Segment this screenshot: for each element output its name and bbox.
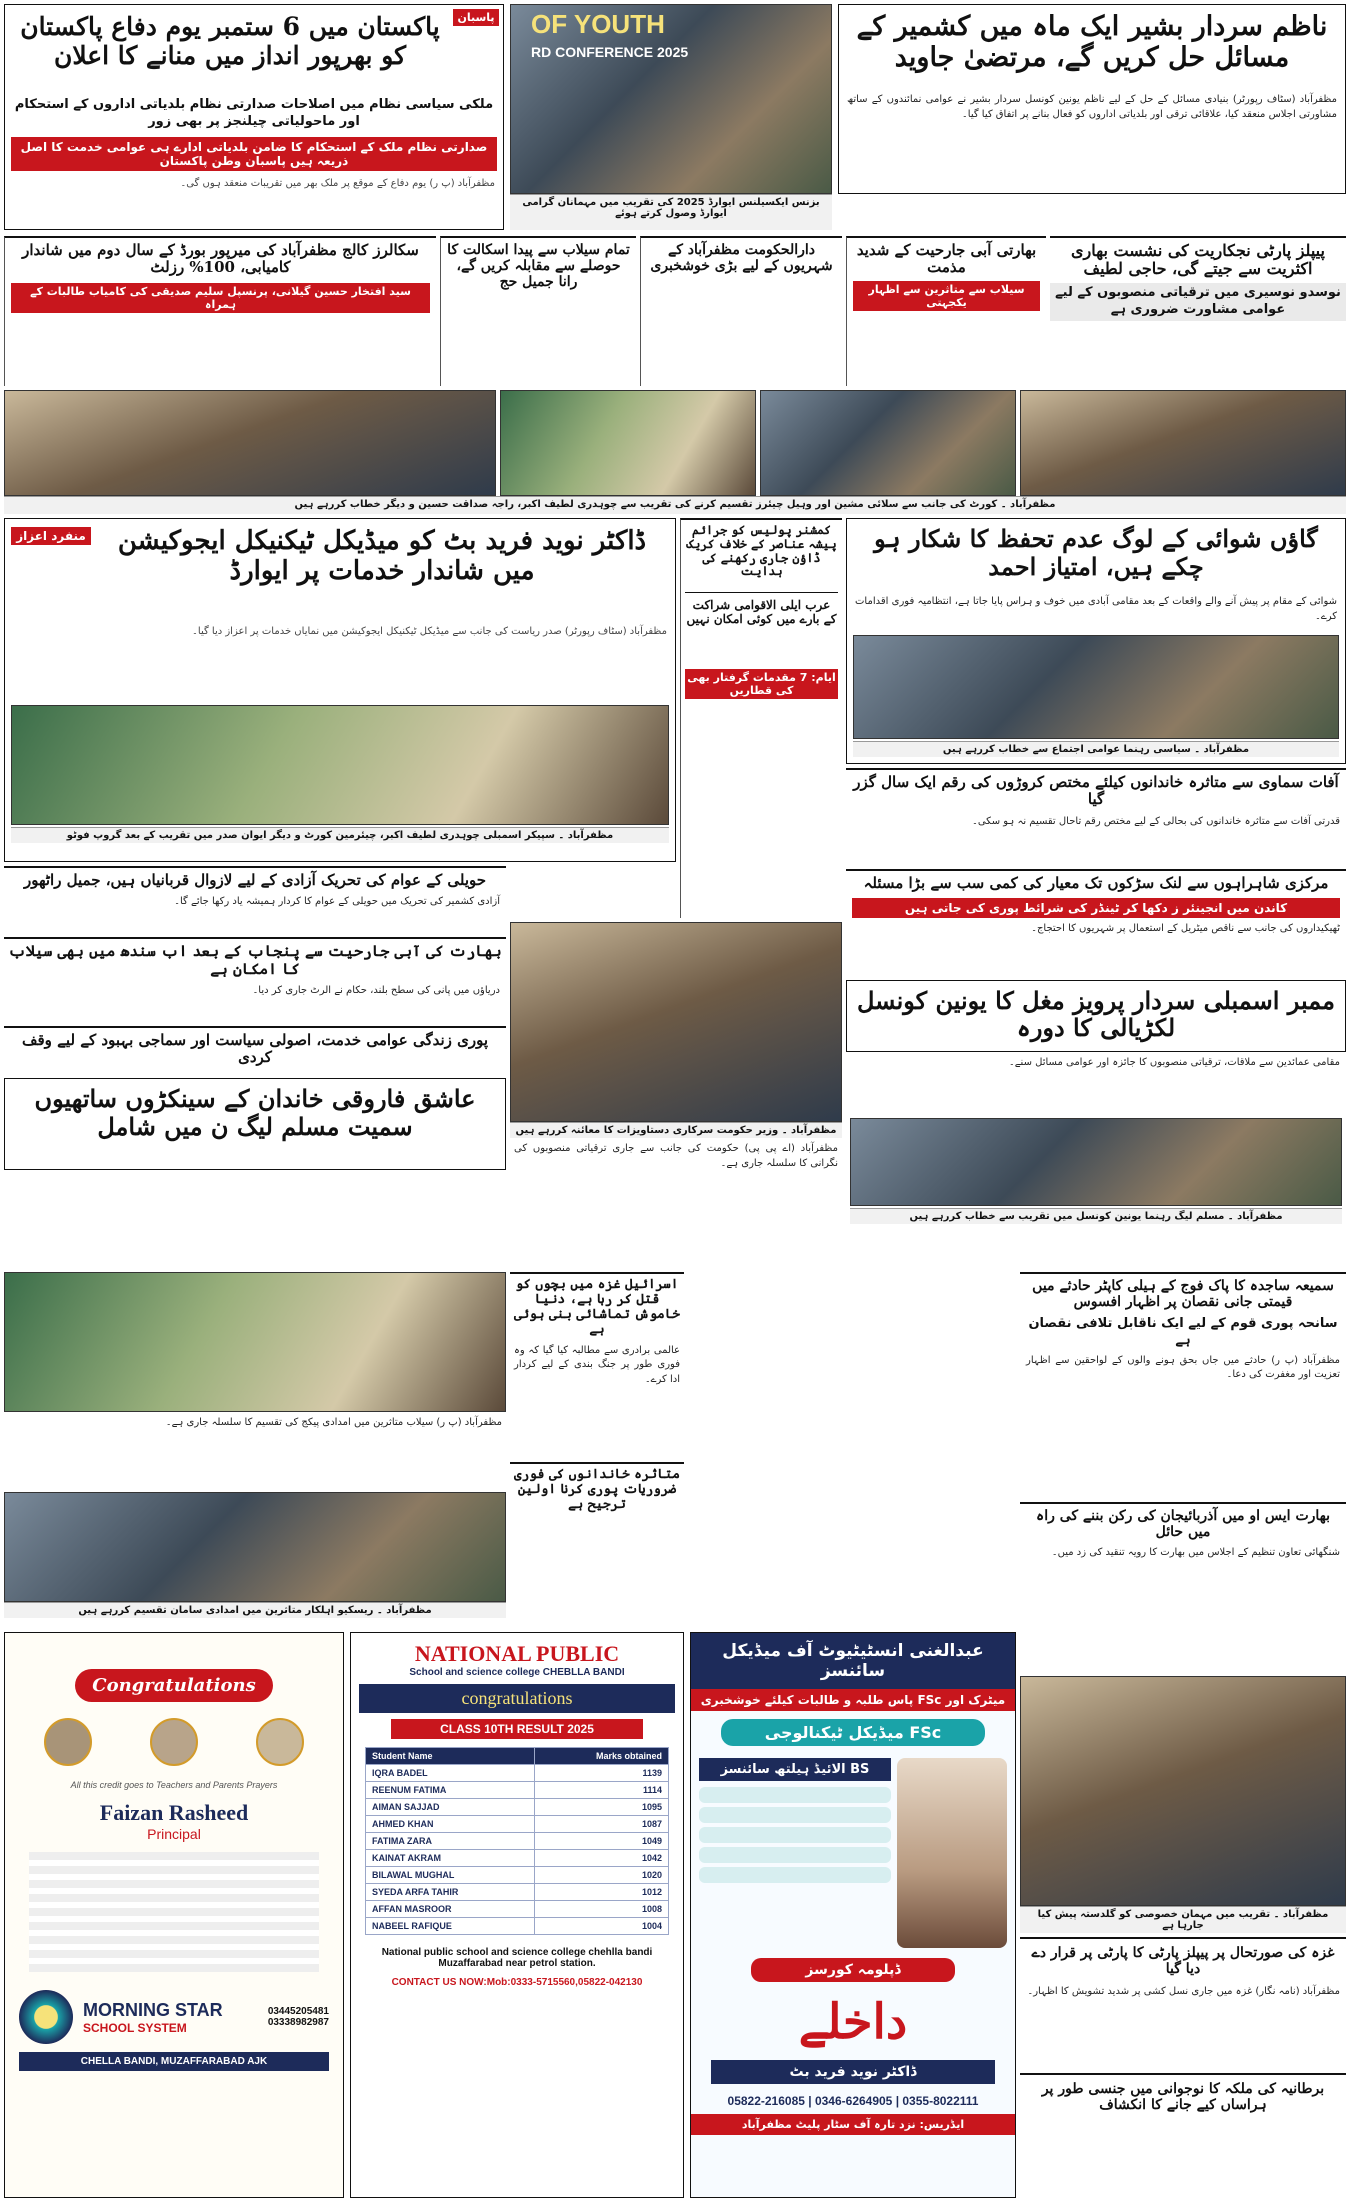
row3-right-photo xyxy=(853,635,1339,739)
ad2-student-row xyxy=(366,1765,669,1782)
ad3-phone1: 03445205481 xyxy=(267,2006,329,2017)
ad2-student-row xyxy=(366,1833,669,1850)
bottom-right-head: غزہ کی صورتحال پر پیپلز پارٹی کا پارٹی پر قرار دے دیا گیا xyxy=(1020,1937,1346,1983)
student-name: IQRA BADEL xyxy=(366,1765,535,1782)
student-marks: 1042 xyxy=(534,1850,668,1867)
ad2-student-row xyxy=(366,1901,669,1918)
top-center-photo xyxy=(510,4,832,194)
row2-photo-1 xyxy=(1020,390,1346,496)
student-marks: 1139 xyxy=(534,1765,668,1782)
ad3-note: All this credit goes to Teachers and Parents Prayers xyxy=(70,1780,278,1790)
bottom-right-head2: برطانیہ کی ملکہ کا نوجوانی میں جنسی طور پر ہراساں کیے جانے کا انکشاف xyxy=(1020,2073,1346,2119)
ad3-congrats: Congratulations xyxy=(75,1669,273,1702)
ad-phones: 05822-216085 | 0346-6264905 | 0355-8022111 xyxy=(727,2094,979,2108)
ad3-phone2: 03338982987 xyxy=(267,2017,329,2028)
medical-admission-ad xyxy=(690,1632,1016,2198)
ad2-school: NATIONAL PUBLIC xyxy=(414,1641,620,1666)
row4-left-head1: حویلی کے عوام کی تحریک آزادی کے لیے لازوال قربانیاں ہیں، جمیل راٹھور xyxy=(4,866,506,893)
row2-story-d xyxy=(440,236,636,386)
ad2-student-row xyxy=(366,1799,669,1816)
student-name: AHMED KHAN xyxy=(366,1816,535,1833)
top-right-body: مظفرآباد (سٹاف رپورٹر) بنیادی مسائل کے حل کے لیے ناظم یونین کونسل سردار بشیر نے عوامی نمائندوں کے ساتھ مشاورتی اجلاس منعقد کیا، علاقائی ترقی اور بلدیاتی اداروں کو فعال بنانے پر اتفاق کیا گیا۔ xyxy=(847,94,1337,120)
row2-e-head: سکالرز کالج مظفرآباد کی میرپور بورڈ کے سال دوم میں شاندار کامیابی، 100% رزلٹ xyxy=(22,241,419,277)
row3-mid-col xyxy=(680,518,842,918)
top-left-headline: پاکستان میں 6 ستمبر یوم دفاع پاکستان کو بھرپور انداز میں منانے کا اعلان xyxy=(20,12,440,70)
row2-photo-3 xyxy=(500,390,756,496)
ad3-address: CHELLA BANDI, MUZAFFARABAD AJK xyxy=(19,2052,329,2071)
ad2-student-row xyxy=(366,1867,669,1884)
row3-right-caption: مظفرآباد ۔ سیاسی رہنما عوامی اجتماع سے خطاب کررہے ہیں xyxy=(853,741,1339,757)
ad-address: ایڈریس: نزد تارہ آف سٹار پلیٹ مظفرآباد xyxy=(691,2114,1015,2135)
top-center-caption: بزنس ایکسیلنس ایوارڈ 2025 کی تقریب میں مہمانان گرامی ایوارڈ وصول کرتے ہوئے xyxy=(510,194,832,230)
row4-right-band: کاندن میں انجینئر ز دکھا کر ٹینڈر کی شرائط پوری کی جاتی ہیں xyxy=(852,898,1340,918)
ad-diploma: ڈپلومہ کورسز xyxy=(751,1958,955,1982)
row3-right-story xyxy=(846,518,1346,764)
row5-right-head: سمیعہ ساجدہ کا پاک فوج کے ہیلی کاپٹر حادثے میں قیمتی جانی نقصان پر اظہار افسوس xyxy=(1020,1272,1346,1314)
student-avatar xyxy=(150,1718,198,1766)
student-marks: 1087 xyxy=(534,1816,668,1833)
row2-photo-4 xyxy=(4,390,496,496)
ad-director: ڈاکٹر نوید فرید بٹ xyxy=(711,2060,995,2084)
row4-right-head2: مرکزی شاہراہوں سے لنک سڑکوں تک معیار کی کمی سب سے بڑا مسئلہ xyxy=(846,869,1346,896)
photo-banner-sub: RD CONFERENCE 2025 xyxy=(531,44,689,60)
row2-a-sub: نوسدو نوسیری میں ترقیاتی منصوبوں کے لیے عوامی مشاورت ضروری ہے xyxy=(1050,283,1346,321)
student-name: FATIMA ZARA xyxy=(366,1833,535,1850)
student-marks: 1004 xyxy=(534,1918,668,1935)
row3-right-head: گاؤں شوائی کے لوگ عدم تحفظ کا شکار ہو چکے ہیں، امتیاز احمد xyxy=(874,524,1318,581)
row4-right-photo xyxy=(850,1118,1342,1206)
row4-left-big: عاشق فاروقی خاندان کے سینکڑوں ساتھیوں سمیت مسلم لیگ ن میں شامل xyxy=(4,1078,506,1170)
ad2-result: CLASS 10TH RESULT 2025 xyxy=(391,1719,643,1739)
student-name: NABEEL RAFIQUE xyxy=(366,1918,535,1935)
row3-mid-head1: کمشنر پولیس کو جرائم پیشہ عناصر کے خلاف کریک ڈاؤن جاری رکھنے کی ہدایت xyxy=(686,523,837,579)
top-right-story xyxy=(838,4,1346,194)
ad2-header-name: Student Name xyxy=(366,1748,535,1765)
bottom-right-col: مظفرآباد ۔ تقریب میں مہمان خصوصی کو گلدستہ پیش کیا جارہا ہے غزہ کی صورتحال پر پیپلز پارٹی کا پارٹی پر قرار دے دیا گیا مظفرآباد (نامہ نگار) غزہ میں جاری نسل کشی پر شدید تشویش کا اظہار۔ برطانیہ کی ملکہ کا نوجوانی میں جنسی طور پر ہراساں کیے جانے کا انکشاف xyxy=(1020,1676,1346,2198)
student-name: KAINAT AKRAM xyxy=(366,1850,535,1867)
left-tag: پاسبان xyxy=(453,9,499,26)
ad2-result-table xyxy=(365,1747,669,1935)
row3-left-story xyxy=(4,518,676,862)
row5-right-sub: سانحہ پوری قوم کے لیے ایک ناقابل تلافی نقصان ہے xyxy=(1028,1316,1338,1349)
student-avatar xyxy=(256,1718,304,1766)
top-right-headline: ناظم سردار بشیر ایک ماہ میں کشمیر کے مسائل حل کریں گے، مرتضیٰ جاوید xyxy=(856,11,1328,74)
row4-left-head3: پوری زندگی عوامی خدمت، اصولی سیاست اور سماجی بہبود کے لیے وقف کردی xyxy=(4,1026,506,1071)
ad2-header-marks: Marks obtained xyxy=(534,1748,668,1765)
bottom-right-photo xyxy=(1020,1676,1346,1906)
ad2-table-header xyxy=(366,1748,669,1765)
row2-photo-caption: مظفرآباد ۔ کورٹ کی جانب سے سلائی مشین اور وہیل چیئرز تقسیم کرنے کی تقریب سے چوہدری لطیف اکبر، راجہ صداقت حسین و دیگر خطاب کررہے ہیں xyxy=(4,496,1346,514)
row2-story-a xyxy=(1050,236,1346,386)
row5-right-head2: بھارت ایس او میں آذربائیجان کی رکن بننے کی راہ میں حائل xyxy=(1020,1502,1346,1544)
national-public-ad xyxy=(350,1632,684,2198)
student-name: AFFAN MASROOR xyxy=(366,1901,535,1918)
bottom-right-caption: مظفرآباد ۔ تقریب میں مہمان خصوصی کو گلدستہ پیش کیا جارہا ہے xyxy=(1020,1906,1346,1933)
student-marks: 1008 xyxy=(534,1901,668,1918)
row5-left-photo1 xyxy=(4,1272,506,1412)
ad-course: FSc میڈیکل ٹیکنالوجی xyxy=(721,1719,985,1746)
ad-title: عبدالغنی انسٹیٹیوٹ آف میڈیکل سائنسز xyxy=(691,1633,1015,1689)
ad3-name: Faizan Rasheed xyxy=(99,1800,249,1825)
row4-right-col: آفات سماوی سے متاثرہ خاندانوں کیلئے مختص کروڑوں کی رقم ایک سال گزر گیا قدرتی آفات سے متاثرہ خاندانوں کی بحالی کے لیے مختص رقم تاحال تقسیم نہ ہو سکی۔ مرکزی شاہراہوں سے لنک سڑکوں تک معیار کی کمی سب سے بڑا مسئلہ کاندن میں انجینئر ز دکھا کر ٹینڈر کی شرائط پوری کی جاتی ہیں ٹھیکیداروں کی جانب سے ناقص میٹریل کے استعمال پر شہریوں کا احتجاج۔ ممبر اسمبلی سردار پرویز مغل کا یونین کونسل لکڑیالی کا دورہ مقامی عمائدین سے ملاقات، ترقیاتی منصوبوں کا جائزہ اور عوامی مسائل سنے۔ مظفرآباد ۔ مسلم لیگ رہنما یونین کونسل میں تقریب سے خطاب کررہے ہیں xyxy=(846,768,1346,1268)
row3-mid-head3: ایام: 7 مقدمات گرفتار بھی کی قطاریں xyxy=(685,669,838,699)
row2-story-c xyxy=(640,236,842,386)
photo-banner: OF YOUTH xyxy=(531,9,665,39)
row3-right-body: شوائی کے مقام پر پیش آنے والے واقعات کے بعد مقامی آبادی میں خوف و ہراس پایا جاتا ہے، انتظامیہ فوری اقدامات کرے۔ xyxy=(855,596,1337,622)
ad-model-photo xyxy=(897,1758,1007,1948)
row2-c-head: دارالحکومت مظفرآباد کے شہریوں کے لیے بڑی خوشخبری xyxy=(650,242,833,275)
row3-left-caption: مظفرآباد ۔ سپیکر اسمبلی چوہدری لطیف اکبر، چیئرمین کورٹ و دیگر ایوان صدر میں تقریب کے بعد گروپ فوٹو xyxy=(11,827,669,843)
row2-d-head: تمام سیلاب سے پیدا اسکالت کا حوصلے سے مقابلہ کریں گے، رانا جمیل حج xyxy=(447,242,630,291)
row2-b-head: بھارتی آبی جارحیت کے شدید مذمت xyxy=(856,241,1037,277)
ad2-congrats: congratulations xyxy=(359,1684,675,1713)
ad3-school-sub: SCHOOL SYSTEM xyxy=(83,2020,187,2035)
ad2-student-row xyxy=(366,1782,669,1799)
student-name: SYEDA ARFA TAHIR xyxy=(366,1884,535,1901)
row2-photo-2 xyxy=(760,390,1016,496)
row2-story-b xyxy=(846,236,1046,386)
student-marks: 1049 xyxy=(534,1833,668,1850)
ad2-student-row xyxy=(366,1918,669,1935)
top-left-sub: ملکی سیاسی نظام میں اصلاحات صدارتی نظام بلدیاتی اداروں کے استحکام اور ماحولیاتی چیلنجز پر بھی زور xyxy=(14,97,494,129)
row4-mid-photo xyxy=(510,922,842,1122)
row4-left-head2: بھارت کی آبی جارحیت سے پنجاب کے بعد اب سندھ میں بھی سیلاب کا امکان ہے xyxy=(4,937,506,982)
ad2-student-row xyxy=(366,1850,669,1867)
row5-mid-head2: متاثرہ خاندانوں کی فوری ضروریات پوری کرنا اولین ترجیح ہے xyxy=(510,1462,684,1517)
row4-right-head1: آفات سماوی سے متاثرہ خاندانوں کیلئے مختص کروڑوں کی رقم ایک سال گزر گیا xyxy=(846,768,1346,813)
student-avatar xyxy=(44,1718,92,1766)
row3-left-head: ڈاکٹر نوید فرید بٹ کو میڈیکل ٹیکنیکل ایجوکیشن میں شاندار خدمات پر ایوارڈ xyxy=(117,526,647,586)
row2-a-head: پیپلز پارٹی نجکاریت کی نشست بھاری اکثریت سے جیتے گی، حاجی لطیف xyxy=(1071,241,1325,279)
row3-left-body: مظفرآباد (سٹاف رپورٹر) صدر ریاست کی جانب سے میڈیکل ٹیکنیکل ایجوکیشن میں نمایاں خدمات پر اعزاز دیا گیا۔ xyxy=(192,626,667,637)
ad2-footer: National public school and science college chehlla bandi Muzaffarabad near petrol station. xyxy=(381,1947,653,1969)
row2-e-sub: سید افتخار حسین گیلانی، پرنسپل سلیم صدیقی کی کامیاب طالبات کے ہمراہ xyxy=(11,283,430,313)
row5-right-col: سمیعہ ساجدہ کا پاک فوج کے ہیلی کاپٹر حادثے میں قیمتی جانی نقصان پر اظہار افسوس سانحہ پوری قوم کے لیے ایک ناقابل تلافی نقصان ہے مظفرآباد (پ ر) حادثے میں جاں بحق ہونے والوں کے لواحقین سے اظہار تعزیت اور مغفرت کی دعا۔ بھارت ایس او میں آذربائیجان کی رکن بننے کی راہ میں حائل شنگھائی تعاون تنظیم کے اجلاس میں بھارت کا رویہ تنقید کی زد میں۔ xyxy=(1020,1272,1346,1672)
ad2-student-row xyxy=(366,1816,669,1833)
top-left-band: صدارتی نظام ملک کے استحکام کا ضامن بلدیاتی ادارے ہی عوامی خدمت کا اصل ذریعہ ہیں پاسبان وطن پاکستان xyxy=(11,137,497,171)
ad2-school-sub: School and science college CHEBLLA BANDI xyxy=(409,1667,625,1678)
row3-mid-head2: عرب ایلی الاقوامی شراکت کے بارے میں کوئی امکان نہیں xyxy=(686,598,837,626)
ad-bs: BS الائیڈ ہیلتھ سائنسز xyxy=(699,1758,891,1781)
row4-left-col: حویلی کے عوام کی تحریک آزادی کے لیے لازوال قربانیاں ہیں، جمیل راٹھور آزادی کشمیر کی تحریک میں حویلی کے عوام کا کردار ہمیشہ یاد رکھا جائے گا۔ بھارت کی آبی جارحیت سے پنجاب کے بعد اب سندھ میں بھی سیلاب کا امکان ہے دریاؤں میں پانی کی سطح بلند، حکام نے الرٹ جاری کر دیا۔ پوری زندگی عوامی خدمت، اصولی سیاست اور سماجی بہبود کے لیے وقف کردی عاشق فاروقی خاندان کے سینکڑوں ساتھیوں سمیت مسلم لیگ ن میں شامل xyxy=(4,866,506,1266)
row5-left-col: مظفرآباد (پ ر) سیلاب متاثرین میں امدادی پیکج کی تقسیم کا سلسلہ جاری ہے۔ مظفرآباد ۔ ریسکیو اہلکار متاثرین میں امدادی سامان تقسیم کررہے ہیں xyxy=(4,1272,506,1628)
row3-left-photo xyxy=(11,705,669,825)
top-left-story xyxy=(4,4,504,230)
student-marks: 1012 xyxy=(534,1884,668,1901)
row2-b-sub: سیلاب سے متاثرین سے اظہار یکجہتی xyxy=(853,281,1040,311)
student-name: BILAWAL MUGHAL xyxy=(366,1867,535,1884)
row5-mid-col: اسرائیل غزہ میں بچوں کو قتل کر رہا ہے، دنیا خاموش تماشائی بنی ہوئی ہے عالمی برادری سے مطالبہ کیا گیا کہ وہ فوری طور پر جنگ بندی کے لیے کردار ادا کرے۔ متاثرہ خاندانوں کی فوری ضروریات پوری کرنا اولین ترجیح ہے xyxy=(510,1272,684,1628)
row4-right-big: ممبر اسمبلی سردار پرویز مغل کا یونین کونسل لکڑیالی کا دورہ xyxy=(846,980,1346,1052)
student-marks: 1095 xyxy=(534,1799,668,1816)
morning-star-ad xyxy=(4,1632,344,2198)
row4-mid-col: مظفرآباد ۔ وزیر حکومت سرکاری دستاویزات کا معائنہ کررہے ہیں مظفرآباد (اے پی پی) حکومت کی جانب سے جاری ترقیاتی منصوبوں کی نگرانی کا سلسلہ جاری ہے۔ xyxy=(510,922,842,1268)
ad-sub: میٹرک اور FSc پاس طلبہ و طالبات کیلئے خوشخبری xyxy=(691,1689,1015,1711)
ad-admission: داخلے xyxy=(798,1994,908,2050)
ad2-contact: CONTACT US NOW:Mob:0333-5715560,05822-042130 xyxy=(391,1977,643,1988)
student-marks: 1020 xyxy=(534,1867,668,1884)
row2-story-e xyxy=(4,236,436,386)
student-name: AIMAN SAJJAD xyxy=(366,1799,535,1816)
ad2-student-row xyxy=(366,1884,669,1901)
top-left-body: مظفرآباد (پ ر) یوم دفاع کے موقع پر ملک بھر میں تقریبات منعقد ہوں گی۔ xyxy=(180,178,495,189)
ad3-school: MORNING STAR xyxy=(83,1999,223,2020)
row5-left-caption: مظفرآباد ۔ ریسکیو اہلکار متاثرین میں امدادی سامان تقسیم کررہے ہیں xyxy=(4,1602,506,1618)
student-marks: 1114 xyxy=(534,1782,668,1799)
row3-left-tag: منفرد اعزاز xyxy=(11,527,91,545)
ad3-student-list xyxy=(29,1852,319,1972)
row4-mid-caption: مظفرآباد ۔ وزیر حکومت سرکاری دستاویزات کا معائنہ کررہے ہیں xyxy=(510,1122,842,1138)
school-logo-icon xyxy=(19,1990,73,2044)
row4-right-caption: مظفرآباد ۔ مسلم لیگ رہنما یونین کونسل میں تقریب سے خطاب کررہے ہیں xyxy=(850,1208,1342,1224)
ad3-role: Principal xyxy=(147,1826,201,1842)
row5-left-photo2 xyxy=(4,1492,506,1602)
student-name: REENUM FATIMA xyxy=(366,1782,535,1799)
row5-mid-head: اسرائیل غزہ میں بچوں کو قتل کر رہا ہے، دنیا خاموش تماشائی بنی ہوئی ہے xyxy=(510,1272,684,1342)
